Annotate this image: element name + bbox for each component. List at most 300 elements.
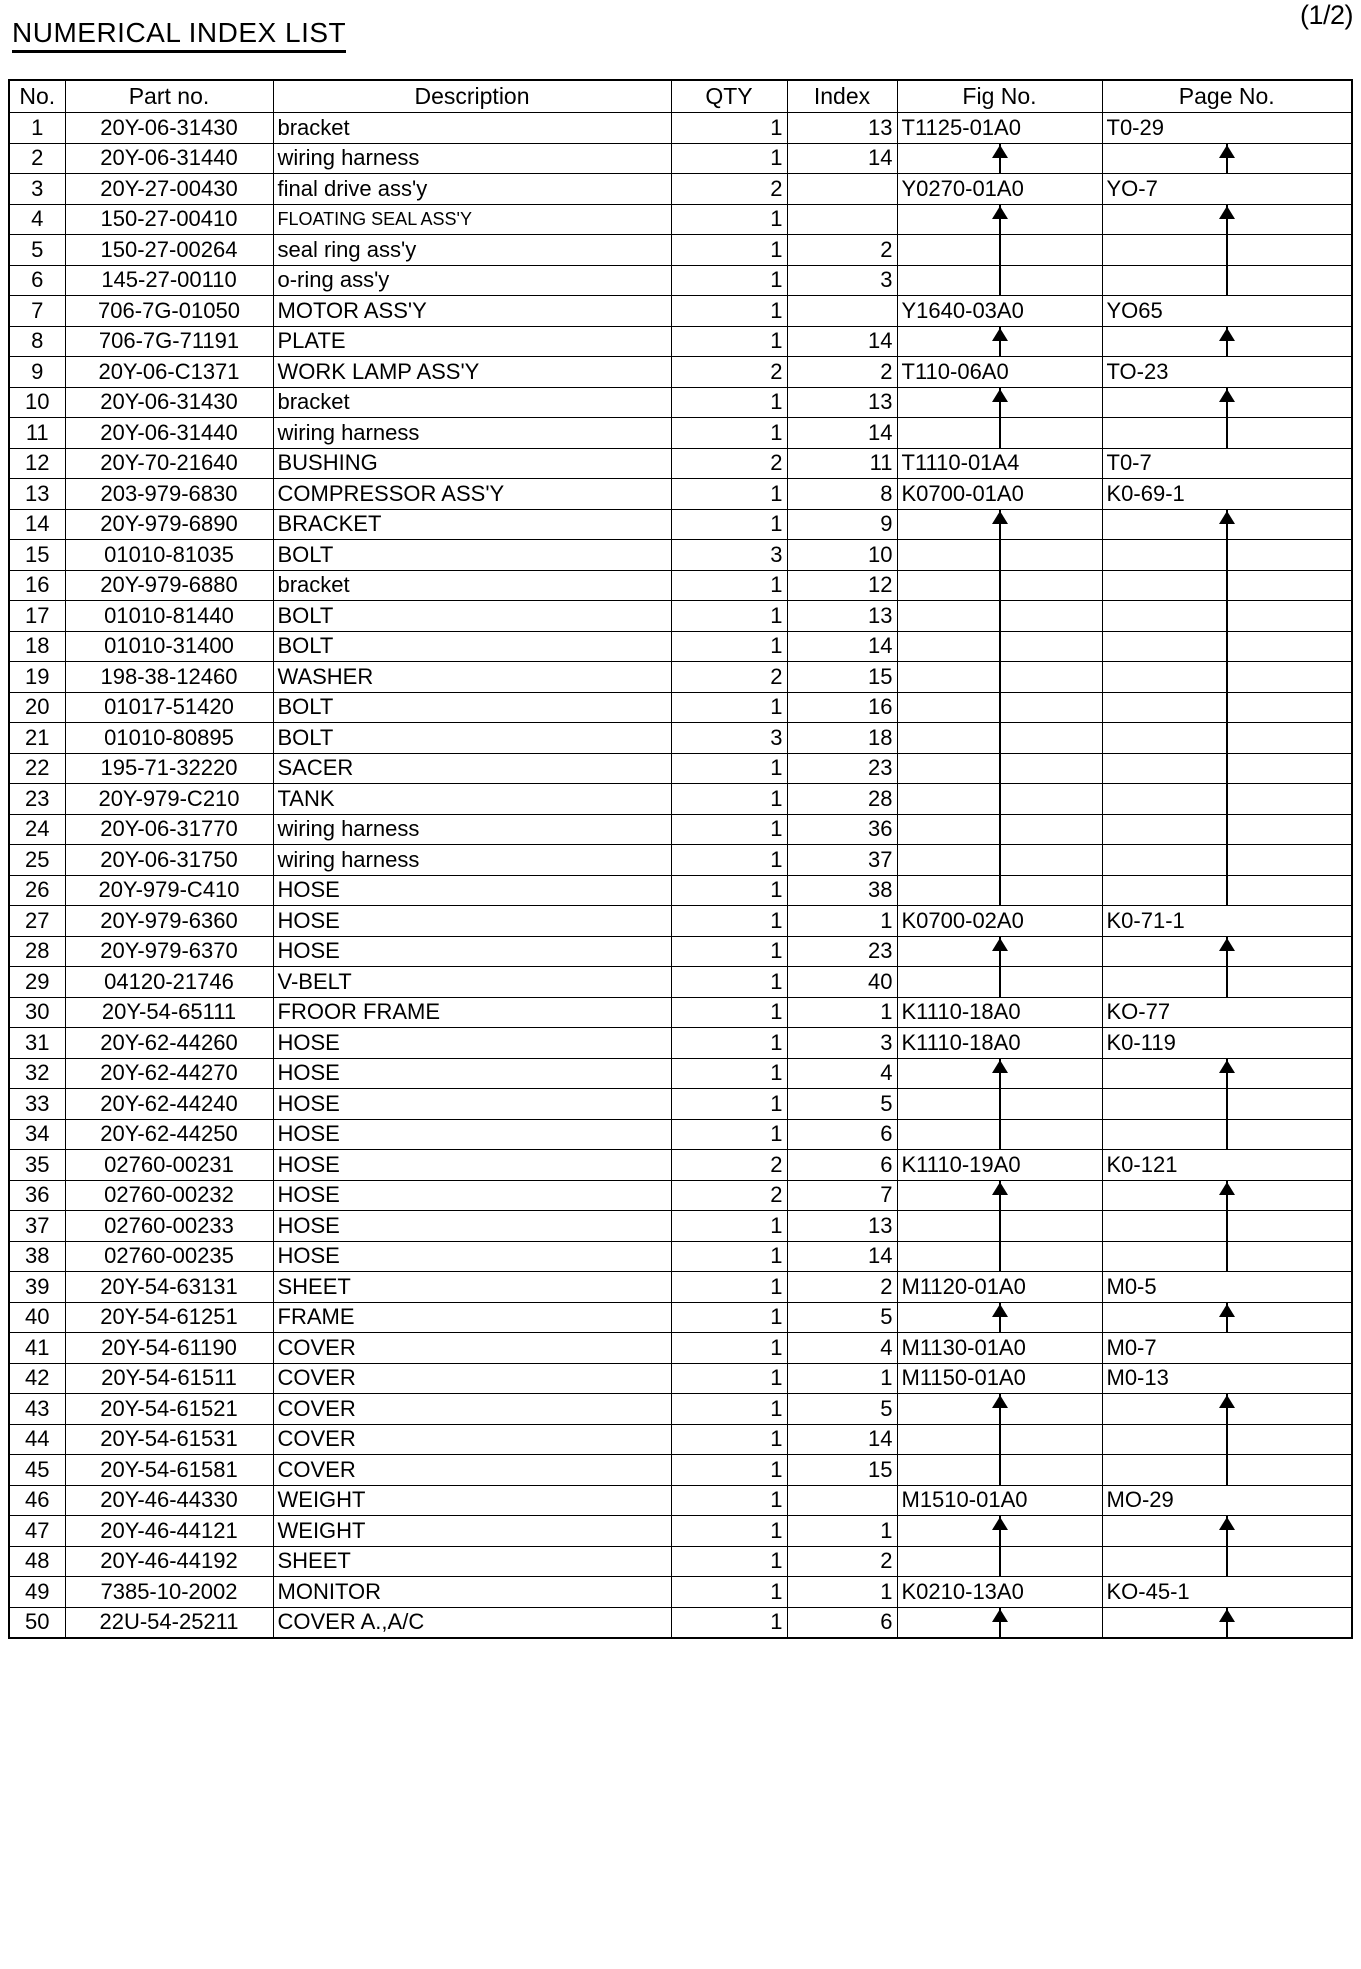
table-row[interactable]: [9, 296, 1352, 327]
cell-fig-no: [897, 784, 1102, 815]
fig-continuation-arrow: [999, 662, 1001, 693]
cell-part-no: 20Y-54-65111: [65, 997, 273, 1028]
cell-qty: 1: [671, 967, 787, 998]
cell-description: HOSE: [273, 1089, 671, 1120]
table-row[interactable]: [9, 1363, 1352, 1394]
cell-description: BOLT: [273, 631, 671, 662]
cell-qty: 1: [671, 479, 787, 510]
page-continuation-arrow: [1226, 753, 1228, 784]
table-row[interactable]: [9, 1272, 1352, 1303]
cell-no: 3: [9, 174, 65, 205]
cell-index: 3: [787, 1028, 897, 1059]
cell-no: 19: [9, 662, 65, 693]
table-row[interactable]: [9, 692, 1352, 723]
cell-page-no: [1102, 1516, 1352, 1547]
cell-fig-no: Y1640-03A0: [897, 296, 1102, 327]
cell-page-no: [1102, 1607, 1352, 1638]
cell-page-no: TO-23: [1102, 357, 1352, 388]
cell-part-no: 20Y-54-61511: [65, 1363, 273, 1394]
fig-continuation-arrow: [999, 1546, 1001, 1577]
cell-no: 28: [9, 936, 65, 967]
numerical-index-table: [8, 79, 1353, 1639]
cell-fig-no: K0210-13A0: [897, 1577, 1102, 1608]
page-continuation-arrow: [1226, 265, 1228, 296]
cell-description: BOLT: [273, 692, 671, 723]
cell-no: 31: [9, 1028, 65, 1059]
cell-index: 1: [787, 1363, 897, 1394]
cell-page-no: [1102, 1211, 1352, 1242]
table-row[interactable]: [9, 1028, 1352, 1059]
cell-index: 4: [787, 1058, 897, 1089]
page-continuation-arrow-head: [1219, 1060, 1235, 1073]
cell-page-no: [1102, 1241, 1352, 1272]
cell-fig-no: [897, 631, 1102, 662]
fig-continuation-arrow: [999, 235, 1001, 266]
cell-qty: 1: [671, 1516, 787, 1547]
cell-part-no: 20Y-06-31430: [65, 113, 273, 144]
table-row[interactable]: [9, 235, 1352, 266]
cell-description: HOSE: [273, 936, 671, 967]
cell-qty: 1: [671, 1333, 787, 1364]
column-header-no: No.: [9, 80, 65, 113]
fig-continuation-arrow: [999, 1211, 1001, 1242]
fig-continuation-arrow: [999, 1119, 1001, 1150]
cell-description: BOLT: [273, 723, 671, 754]
cell-page-no: [1102, 1302, 1352, 1333]
cell-fig-no: [897, 875, 1102, 906]
table-row[interactable]: [9, 662, 1352, 693]
cell-part-no: 20Y-46-44192: [65, 1546, 273, 1577]
cell-description: HOSE: [273, 1058, 671, 1089]
column-header-description: Description: [273, 80, 671, 113]
table-row[interactable]: [9, 1485, 1352, 1516]
fig-continuation-arrow: [999, 570, 1001, 601]
cell-no: 15: [9, 540, 65, 571]
cell-no: 50: [9, 1607, 65, 1638]
cell-page-no: MO-29: [1102, 1485, 1352, 1516]
page-continuation-arrow-head: [1219, 328, 1235, 341]
cell-part-no: 20Y-62-44260: [65, 1028, 273, 1059]
cell-description: HOSE: [273, 1119, 671, 1150]
cell-fig-no: [897, 265, 1102, 296]
table-row[interactable]: [9, 845, 1352, 876]
cell-description: MOTOR ASS'Y: [273, 296, 671, 327]
table-row[interactable]: [9, 113, 1352, 144]
table-row[interactable]: [9, 1333, 1352, 1364]
cell-qty: 1: [671, 1089, 787, 1120]
table-row[interactable]: [9, 570, 1352, 601]
cell-no: 11: [9, 418, 65, 449]
cell-fig-no: K1110-19A0: [897, 1150, 1102, 1181]
cell-page-no: [1102, 631, 1352, 662]
cell-fig-no: [897, 143, 1102, 174]
cell-fig-no: [897, 418, 1102, 449]
cell-description: HOSE: [273, 906, 671, 937]
cell-description: SHEET: [273, 1272, 671, 1303]
cell-index: 14: [787, 326, 897, 357]
cell-qty: 1: [671, 418, 787, 449]
cell-description: MONITOR: [273, 1577, 671, 1608]
cell-page-no: [1102, 1180, 1352, 1211]
fig-continuation-arrow-head: [992, 511, 1008, 524]
cell-part-no: 20Y-979-6360: [65, 906, 273, 937]
cell-part-no: 20Y-54-61531: [65, 1424, 273, 1455]
fig-continuation-arrow-head: [992, 328, 1008, 341]
cell-part-no: 04120-21746: [65, 967, 273, 998]
page-continuation-arrow: [1226, 662, 1228, 693]
fig-continuation-arrow: [999, 723, 1001, 754]
cell-qty: 1: [671, 997, 787, 1028]
cell-page-no: YO65: [1102, 296, 1352, 327]
table-row[interactable]: [9, 143, 1352, 174]
page-continuation-arrow: [1226, 631, 1228, 662]
cell-no: 1: [9, 113, 65, 144]
cell-fig-no: [897, 1424, 1102, 1455]
cell-description: WEIGHT: [273, 1485, 671, 1516]
cell-page-no: [1102, 814, 1352, 845]
cell-fig-no: [897, 1394, 1102, 1425]
cell-page-no: K0-121: [1102, 1150, 1352, 1181]
cell-index: 14: [787, 143, 897, 174]
table-row[interactable]: [9, 204, 1352, 235]
cell-part-no: 20Y-06-31430: [65, 387, 273, 418]
cell-description: COVER: [273, 1363, 671, 1394]
cell-no: 9: [9, 357, 65, 388]
page-indicator: (1/2): [1299, 0, 1353, 30]
cell-no: 33: [9, 1089, 65, 1120]
cell-part-no: 20Y-54-63131: [65, 1272, 273, 1303]
fig-continuation-arrow: [999, 631, 1001, 662]
cell-no: 13: [9, 479, 65, 510]
fig-continuation-arrow-head: [992, 1517, 1008, 1530]
cell-part-no: 20Y-27-00430: [65, 174, 273, 205]
cell-page-no: [1102, 1119, 1352, 1150]
cell-part-no: 145-27-00110: [65, 265, 273, 296]
page-continuation-arrow-head: [1219, 511, 1235, 524]
fig-continuation-arrow-head: [992, 1304, 1008, 1317]
cell-part-no: 20Y-06-31440: [65, 143, 273, 174]
cell-no: 7: [9, 296, 65, 327]
page-continuation-arrow: [1226, 1089, 1228, 1120]
cell-qty: 1: [671, 326, 787, 357]
cell-no: 12: [9, 448, 65, 479]
fig-continuation-arrow-head: [992, 206, 1008, 219]
table-row[interactable]: [9, 997, 1352, 1028]
table-row[interactable]: [9, 326, 1352, 357]
table-row[interactable]: [9, 1180, 1352, 1211]
page-continuation-arrow: [1226, 570, 1228, 601]
cell-no: 29: [9, 967, 65, 998]
cell-page-no: [1102, 1424, 1352, 1455]
table-row[interactable]: [9, 723, 1352, 754]
cell-fig-no: K1110-18A0: [897, 1028, 1102, 1059]
page-continuation-arrow: [1226, 540, 1228, 571]
cell-fig-no: [897, 753, 1102, 784]
table-row[interactable]: [9, 967, 1352, 998]
cell-index: 6: [787, 1607, 897, 1638]
fig-continuation-arrow: [999, 814, 1001, 845]
fig-continuation-arrow: [999, 540, 1001, 571]
table-row[interactable]: [9, 1211, 1352, 1242]
cell-no: 17: [9, 601, 65, 632]
cell-index: 10: [787, 540, 897, 571]
cell-qty: 1: [671, 265, 787, 296]
cell-part-no: 01017-51420: [65, 692, 273, 723]
cell-page-no: M0-7: [1102, 1333, 1352, 1364]
cell-qty: 1: [671, 753, 787, 784]
cell-description: COVER: [273, 1333, 671, 1364]
table-row[interactable]: [9, 936, 1352, 967]
cell-description: bracket: [273, 113, 671, 144]
cell-page-no: [1102, 326, 1352, 357]
fig-continuation-arrow: [999, 875, 1001, 906]
cell-index: 18: [787, 723, 897, 754]
cell-no: 6: [9, 265, 65, 296]
table-row[interactable]: [9, 875, 1352, 906]
table-row[interactable]: [9, 509, 1352, 540]
cell-description: HOSE: [273, 1150, 671, 1181]
cell-page-no: [1102, 1089, 1352, 1120]
fig-continuation-arrow: [999, 692, 1001, 723]
cell-index: 13: [787, 113, 897, 144]
cell-page-no: [1102, 418, 1352, 449]
cell-description: COVER: [273, 1394, 671, 1425]
cell-page-no: T0-7: [1102, 448, 1352, 479]
cell-no: 42: [9, 1363, 65, 1394]
cell-qty: 3: [671, 540, 787, 571]
cell-qty: 2: [671, 1150, 787, 1181]
fig-continuation-arrow: [999, 967, 1001, 998]
cell-no: 47: [9, 1516, 65, 1547]
cell-page-no: [1102, 1455, 1352, 1486]
table-row[interactable]: [9, 1455, 1352, 1486]
cell-qty: 1: [671, 1607, 787, 1638]
fig-continuation-arrow: [999, 1424, 1001, 1455]
table-row[interactable]: [9, 1058, 1352, 1089]
fig-continuation-arrow: [999, 418, 1001, 449]
cell-page-no: [1102, 936, 1352, 967]
cell-fig-no: [897, 601, 1102, 632]
cell-part-no: 20Y-62-44240: [65, 1089, 273, 1120]
table-row[interactable]: [9, 1607, 1352, 1638]
cell-qty: 1: [671, 1119, 787, 1150]
cell-qty: 1: [671, 784, 787, 815]
fig-continuation-arrow-head: [992, 1182, 1008, 1195]
cell-no: 2: [9, 143, 65, 174]
cell-description: bracket: [273, 387, 671, 418]
cell-no: 45: [9, 1455, 65, 1486]
cell-page-no: [1102, 540, 1352, 571]
cell-description: COMPRESSOR ASS'Y: [273, 479, 671, 510]
cell-fig-no: [897, 570, 1102, 601]
cell-qty: 1: [671, 1363, 787, 1394]
cell-qty: 1: [671, 509, 787, 540]
cell-index: 7: [787, 1180, 897, 1211]
table-row[interactable]: [9, 387, 1352, 418]
cell-page-no: [1102, 662, 1352, 693]
table-row[interactable]: [9, 540, 1352, 571]
cell-no: 16: [9, 570, 65, 601]
cell-index: 11: [787, 448, 897, 479]
cell-fig-no: [897, 235, 1102, 266]
table-row[interactable]: [9, 1241, 1352, 1272]
cell-index: 15: [787, 662, 897, 693]
cell-fig-no: [897, 967, 1102, 998]
cell-description: wiring harness: [273, 814, 671, 845]
cell-page-no: M0-5: [1102, 1272, 1352, 1303]
table-row[interactable]: [9, 418, 1352, 449]
cell-qty: 1: [671, 1577, 787, 1608]
cell-index: 12: [787, 570, 897, 601]
page-continuation-arrow: [1226, 692, 1228, 723]
cell-qty: 1: [671, 1485, 787, 1516]
cell-part-no: 20Y-62-44270: [65, 1058, 273, 1089]
column-header-qty: QTY: [671, 80, 787, 113]
fig-continuation-arrow-head: [992, 1609, 1008, 1622]
page-continuation-arrow: [1226, 967, 1228, 998]
column-header-page-no: Page No.: [1102, 80, 1352, 113]
cell-index: 15: [787, 1455, 897, 1486]
cell-qty: 1: [671, 204, 787, 235]
table-row[interactable]: [9, 1424, 1352, 1455]
cell-index: [787, 1485, 897, 1516]
cell-no: 49: [9, 1577, 65, 1608]
table-row[interactable]: [9, 784, 1352, 815]
cell-part-no: 02760-00233: [65, 1211, 273, 1242]
table-row[interactable]: [9, 1577, 1352, 1608]
cell-page-no: [1102, 143, 1352, 174]
cell-description: TANK: [273, 784, 671, 815]
column-header-part-no: Part no.: [65, 80, 273, 113]
table-row[interactable]: [9, 265, 1352, 296]
table-row[interactable]: [9, 631, 1352, 662]
column-header-fig-no: Fig No.: [897, 80, 1102, 113]
cell-page-no: [1102, 723, 1352, 754]
table-row[interactable]: [9, 479, 1352, 510]
cell-index: 14: [787, 631, 897, 662]
cell-page-no: [1102, 509, 1352, 540]
cell-index: 2: [787, 1546, 897, 1577]
page-continuation-arrow: [1226, 845, 1228, 876]
cell-index: 4: [787, 1333, 897, 1364]
fig-continuation-arrow: [999, 1241, 1001, 1272]
cell-part-no: 20Y-70-21640: [65, 448, 273, 479]
cell-description: BOLT: [273, 540, 671, 571]
cell-index: 2: [787, 235, 897, 266]
cell-fig-no: M1130-01A0: [897, 1333, 1102, 1364]
cell-description: o-ring ass'y: [273, 265, 671, 296]
cell-index: [787, 204, 897, 235]
fig-continuation-arrow: [999, 1089, 1001, 1120]
fig-continuation-arrow: [999, 601, 1001, 632]
cell-index: 28: [787, 784, 897, 815]
cell-part-no: 20Y-979-6880: [65, 570, 273, 601]
cell-description: HOSE: [273, 875, 671, 906]
cell-index: 1: [787, 997, 897, 1028]
fig-continuation-arrow-head: [992, 1060, 1008, 1073]
cell-description: BUSHING: [273, 448, 671, 479]
cell-no: 18: [9, 631, 65, 662]
table-row[interactable]: [9, 814, 1352, 845]
cell-index: 23: [787, 936, 897, 967]
cell-index: 14: [787, 1424, 897, 1455]
cell-qty: 1: [671, 143, 787, 174]
cell-index: 37: [787, 845, 897, 876]
cell-description: FRAME: [273, 1302, 671, 1333]
table-row[interactable]: [9, 753, 1352, 784]
cell-description: FROOR FRAME: [273, 997, 671, 1028]
cell-page-no: [1102, 967, 1352, 998]
cell-qty: 1: [671, 1424, 787, 1455]
cell-qty: 2: [671, 174, 787, 205]
cell-part-no: 150-27-00410: [65, 204, 273, 235]
fig-continuation-arrow: [999, 265, 1001, 296]
cell-description: WASHER: [273, 662, 671, 693]
cell-page-no: M0-13: [1102, 1363, 1352, 1394]
page-continuation-arrow-head: [1219, 1609, 1235, 1622]
table-row[interactable]: [9, 1394, 1352, 1425]
cell-qty: 1: [671, 845, 787, 876]
cell-part-no: 20Y-54-61521: [65, 1394, 273, 1425]
table-row[interactable]: [9, 1150, 1352, 1181]
cell-index: 16: [787, 692, 897, 723]
column-header-index: Index: [787, 80, 897, 113]
cell-page-no: [1102, 845, 1352, 876]
cell-qty: 1: [671, 936, 787, 967]
cell-fig-no: [897, 1607, 1102, 1638]
cell-index: 3: [787, 265, 897, 296]
table-row[interactable]: [9, 601, 1352, 632]
cell-fig-no: M1120-01A0: [897, 1272, 1102, 1303]
cell-no: 22: [9, 753, 65, 784]
cell-description: FLOATING SEAL ASS'Y: [273, 204, 671, 235]
cell-page-no: K0-69-1: [1102, 479, 1352, 510]
cell-page-no: [1102, 1546, 1352, 1577]
cell-part-no: 01010-81440: [65, 601, 273, 632]
cell-no: 37: [9, 1211, 65, 1242]
table-row[interactable]: [9, 1516, 1352, 1547]
table-row[interactable]: [9, 174, 1352, 205]
cell-no: 46: [9, 1485, 65, 1516]
table-row[interactable]: [9, 1089, 1352, 1120]
cell-index: 6: [787, 1150, 897, 1181]
cell-qty: 2: [671, 448, 787, 479]
cell-index: 14: [787, 418, 897, 449]
table-row[interactable]: [9, 357, 1352, 388]
cell-description: PLATE: [273, 326, 671, 357]
table-row[interactable]: [9, 906, 1352, 937]
cell-fig-no: [897, 814, 1102, 845]
table-row[interactable]: [9, 1546, 1352, 1577]
page-continuation-arrow: [1226, 875, 1228, 906]
cell-no: 26: [9, 875, 65, 906]
table-row[interactable]: [9, 1119, 1352, 1150]
table-row[interactable]: [9, 1302, 1352, 1333]
cell-no: 5: [9, 235, 65, 266]
cell-index: 14: [787, 1241, 897, 1272]
cell-description: SACER: [273, 753, 671, 784]
cell-page-no: [1102, 1394, 1352, 1425]
page-continuation-arrow: [1226, 235, 1228, 266]
cell-part-no: 195-71-32220: [65, 753, 273, 784]
cell-qty: 1: [671, 296, 787, 327]
cell-description: V-BELT: [273, 967, 671, 998]
cell-fig-no: [897, 1241, 1102, 1272]
cell-fig-no: [897, 1089, 1102, 1120]
cell-index: [787, 296, 897, 327]
page-continuation-arrow: [1226, 1119, 1228, 1150]
table-row[interactable]: [9, 448, 1352, 479]
